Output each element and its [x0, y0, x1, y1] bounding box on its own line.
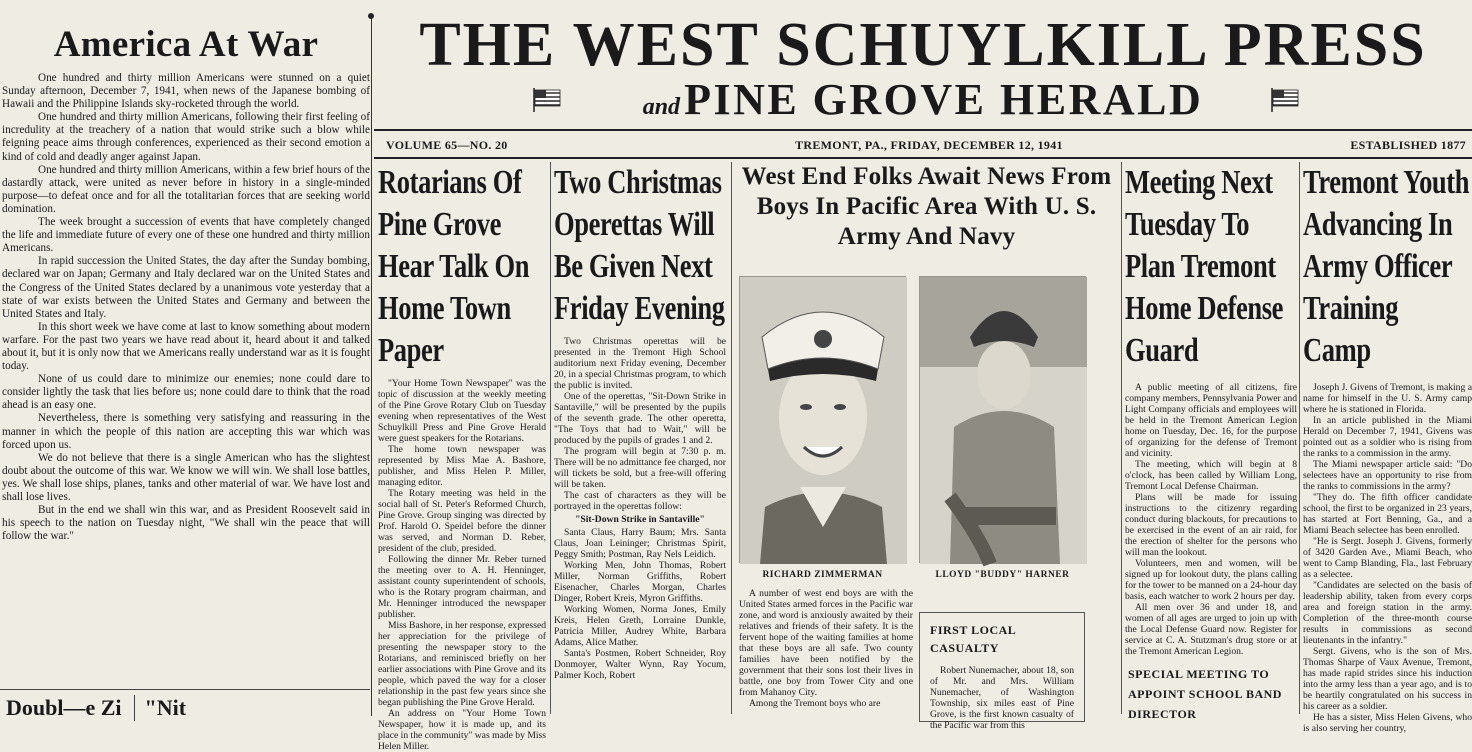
- paragraph: Nevertheless, there is something very satisfying and reassuring in the manner in which the people of this nation are accepting this war which was forced upon us.: [2, 412, 370, 451]
- paragraph: Two Christmas operettas will be presented in the Tremont High School auditorium next Friday evening, December 20, in a special Christmas program, to which the public is invited.: [554, 336, 726, 391]
- paragraph: Working Men, John Thomas, Robert Miller, Norman Griffiths, Robert Eisenacher, Charles Morgan, Charles Dinger, Robert Kreis, Myron Griffiths.: [554, 560, 726, 604]
- paragraph: One of the operettas, "Sit-Down Strike in Santaville," will be presented by the pupils of the seventh grade. The other operetta, "The Toys that had to Wait," will be produced by the pupils of grades 1 and 2.: [554, 391, 726, 446]
- masthead-herald: PINE GROVE HERALD: [684, 75, 1204, 124]
- next-head-2: "Nit: [134, 695, 187, 721]
- paragraph: Volunteers, men and women, will be signed up for lookout duty, the plans calling for the tower to be manned on a 24-hour day basis, each watcher to work 2 hours per day.: [1125, 558, 1297, 602]
- paragraph: Among the Tremont boys who are: [749, 698, 881, 709]
- next-head-1: Doubl—e Zi: [6, 695, 122, 720]
- american-flag-icon: [532, 88, 562, 112]
- paragraph: A number of west end boys are with the United States armed forces in the Pacific war zone, and word is anxiously awaited by their relatives and friends of their safety. It is the fervent hope of the waiting families at home that these boys are all safe. Two county families have been notified by the government that their sons lost their lives in battle, one boy from Tower City and one from Mahanoy City.: [739, 588, 913, 698]
- paragraph: One hundred and thirty million Americans were stunned on a quiet Sunday afternoon, December 7, 1941, when news of the Japanese bombing of Hawaii and the Philippine Islands sky-rocketed through the world.: [2, 72, 370, 111]
- casualty-text: Robert Nunemacher, about 18, son of Mr. and Mrs. William Nunemacher, of Washington Township, six miles east of Pine Grove, is the first known casualty of the Pacific war from this: [930, 665, 1074, 731]
- paragraph: "They do. The fifth officer candidate school, the first to be organized in 23 years, has started at Fort Benning, Ga., and a Miami Beach selectee has been enrolled.: [1303, 492, 1472, 536]
- paragraph: "He is Sergt. Joseph J. Givens, formerly of 3420 Garden Ave., Miami Beach, who went to Camp Blanding, Fla., last February as a selectee.: [1303, 536, 1472, 580]
- paragraph: None of us could dare to minimize our enemies; none could dare to consider lightly the task that lies before us; none could dare to think that the road ahead is an easy one.: [2, 373, 370, 412]
- paragraph: The home town newspaper was represented by Miss Mae A. Bashore, publisher, and Miss Helen P. Miller, managing editor.: [378, 444, 546, 488]
- dateline-bottom-rule: [374, 157, 1472, 159]
- paragraph: But in the end we shall win this war, and as President Roosevelt said in his speech to the nation on Tuesday night, "We shall win the peace that will follow the war.": [2, 504, 370, 543]
- paragraph: Following the dinner Mr. Reber turned the meeting over to A. H. Henninger, assistant county superintendent of schools, who is the Rotary program chairman, and Mr. Henninger introduced the newspaper publisher.: [378, 554, 546, 620]
- photo-richard-zimmerman: [739, 276, 906, 563]
- date-place: TREMONT, PA., FRIDAY, DECEMBER 12, 1941: [795, 138, 1063, 152]
- paragraph: The cast of characters as they will be portrayed in the operettas follow:: [554, 490, 726, 512]
- masthead: [374, 0, 1472, 128]
- paragraph: Sergt. Givens, who is the son of Mrs. Thomas Sharpe of Vaux Avenue, Tremont, has made rapid strides since his induction into the army less than a year ago, and is to be heartily congratulated on his success in his career as a soldier.: [1303, 646, 1472, 712]
- school-band-sidehead: SPECIAL MEETING TO APPOINT SCHOOL BAND DIRECTOR: [1128, 667, 1282, 721]
- editorial-title: America At War: [53, 24, 319, 65]
- paragraph: The Rotary meeting was held in the social hall of St. Peter's Reformed Church, Pine Grove. Group singing was directed by Prof. Harold O. Speidel before the dinner was served, and Norman D. Reber, president of the club, presided.: [378, 488, 546, 554]
- west-end-body: [739, 588, 913, 714]
- paragraph: Miss Bashore, in her response, expressed her appreciation for the privilege of presenting the newspaper story to the Rotarians, and reminisced briefly on her earlier associations with Pine Grove and its people, which paved the way for a closer relationship in the past few years since she began publishing the Pine Grove Herald.: [378, 620, 546, 708]
- rotarians-story: [378, 162, 546, 752]
- masthead-and: and: [642, 94, 681, 120]
- paragraph: Santa's Postmen, Robert Schneider, Roy Donmoyer, Walter Wynn, Ray Yocum, Palmer Koch, Robert: [554, 648, 726, 681]
- editorial-body: [2, 72, 370, 543]
- paragraph: Joseph J. Givens of Tremont, is making a name for himself in the U. S. Army camp where he is stationed in Florida.: [1303, 382, 1472, 415]
- rotarians-headline: Rotarians Of Pine Grove Hear Talk On Home Town Paper: [378, 164, 530, 369]
- next-story-heads: [0, 695, 370, 721]
- first-local-casualty-box: [919, 612, 1085, 731]
- editorial-divider: [371, 16, 372, 716]
- portrait-photo: [740, 277, 907, 564]
- defense-guard-story: [1125, 162, 1297, 714]
- paragraph: In this short week we have come at last to know something about modern warfare. For the past two years we have read about it, heard about it and talked about it, but it is only now that we Americans really understand war as it is fought today.: [2, 320, 370, 373]
- paragraph: He has a sister, Miss Helen Givens, who is also serving her country,: [1303, 712, 1472, 734]
- givens-body: [1303, 382, 1472, 734]
- volume-number: VOLUME 65—NO. 20: [386, 138, 508, 152]
- paragraph: One hundred and thirty million Americans, following their first feeling of incredulity at the treachery of a nation that would strike such a blow while feigning peace aims through conferences, experienced as their second emotion a kind of cold and deadly anger against Japan.: [2, 111, 370, 163]
- paragraph: In rapid succession the United States, the day after the Sunday bombing, declared war on Japan; Germany and Italy declared war on the United States and the Congress of the United States declared by a unanimous vote yesterday that a state of war exists between the United States and Germany and between the United States and Italy.: [2, 255, 370, 320]
- established-year: ESTABLISHED 1877: [1350, 138, 1466, 152]
- operettas-headline: Two Christmas Operettas Will Be Given Next Friday Evening: [554, 164, 725, 327]
- paragraph: One hundred and thirty million Americans, within a few brief hours of the dastardly attack, were united as never before in history in a single-minded purpose—to defeat once and for all the totalitarian forces that are seeking world domination.: [2, 163, 370, 215]
- column-divider: [1299, 162, 1300, 714]
- paragraph: The program will begin at 7:30 p. m. There will be no admittance fee charged, nor will tickets be sold, but a free-will offering will be taken.: [554, 446, 726, 490]
- paragraph: All men over 36 and under 18, and women of all ages are urged to join up with the Local Defense Guard now. Register for service at C. A. Stutzman's drug store or at the Tremont American Legion.: [1125, 602, 1297, 657]
- paragraph: Working Women, Norma Jones, Emily Kreis, Helen Greth, Lorraine Dunkle, Patricia Miller, Audrey White, Barbara Adams, Alice Mather.: [554, 604, 726, 648]
- portrait-photo: [920, 277, 1087, 564]
- casualty-headline: FIRST LOCAL CASUALTY: [930, 623, 1016, 655]
- paragraph: A public meeting of all citizens, fire company members, Pennsylvania Power and Light Company officials and employees will be held in the Tremont American Legion home on Tuesday, Dec. 16, for the purpose of organizing for the defense of Tremont and vicinity.: [1125, 382, 1297, 459]
- photo-lloyd-harner: [919, 276, 1086, 563]
- rotarians-body: [378, 378, 546, 752]
- column-divider: [1121, 162, 1122, 714]
- dateline-top-rule: [374, 129, 1472, 131]
- paragraph: We do not believe that there is a single American who has the slightest doubt about the outcome of this war. We know we will win. We shall lose battles, yes. We shall lose ships, planes, tanks and other material of war. We have lost and shall lose lives.: [2, 451, 370, 503]
- paragraph: The week brought a succession of events that have completely changed the life and immediate future of every one of these one hundred and thirty million Americans.: [2, 216, 370, 255]
- west-end-headline: West End Folks Await News From Boys In Pacific Area With U. S. Army And Navy: [741, 163, 1112, 250]
- paragraph: The meeting, which will begin at 8 o'clock, has been called by William Long, Tremont Local Defense Chairman.: [1125, 459, 1297, 492]
- dateline: [386, 138, 1466, 153]
- defense-guard-headline: Meeting Next Tuesday To Plan Tremont Home Defense Guard: [1125, 164, 1284, 369]
- paragraph: In an article published in the Miami Herald on December 7, 1941, Givens was pointed out as a soldier who is rising from the ranks to a commission in the army.: [1303, 415, 1472, 459]
- cast-heading: "Sit-Down Strike in Santaville": [575, 514, 705, 525]
- masthead-title: THE WEST SCHUYLKILL PRESS: [419, 11, 1427, 79]
- column-divider: [550, 162, 551, 714]
- american-flag-icon: [1270, 88, 1300, 112]
- paragraph: "Your Home Town Newspaper" was the topic of discussion at the weekly meeting of the Pine Grove Rotary Club on Tuesday evening when representatives of the West Schuylkill Press and Pine Grove Herald were guest speakers for the Rotarians.: [378, 378, 546, 444]
- paragraph: Santa Claus, Harry Baum; Mrs. Santa Claus, Joan Leininger; Christmas Spirit, Peggy Smith; Postman, Ray Nels Leidich.: [554, 527, 726, 560]
- column-divider: [731, 162, 732, 714]
- operettas-story: [554, 162, 726, 714]
- givens-headline: Tremont Youth Advancing In Army Officer Training Camp: [1303, 164, 1470, 369]
- paragraph: The Miami newspaper article said: "Do selectees have an opportunity to rise from the ranks to commissions in the army?: [1303, 459, 1472, 492]
- givens-story: [1303, 162, 1472, 734]
- operettas-body: [554, 336, 726, 681]
- paragraph: An address on "Your Home Town Newspaper, how it is made up, and its place in the community" was made by Miss Helen Miller.: [378, 708, 546, 752]
- editorial-column: [0, 22, 370, 720]
- paragraph: "Candidates are selected on the basis of leadership ability, taken from every corps area and foreign station in the army. Completion of the three-month course results in commissions as second lieutenants in the infantry.": [1303, 580, 1472, 646]
- caption-harner: LLOYD "BUDDY" HARNER: [935, 570, 1070, 580]
- paragraph: Plans will be made for issuing instructions to the citizenry regarding conduct during blackouts, for precautions to be exercised in the event of an air raid, for the erection of shelter for the persons who will man the lookout.: [1125, 492, 1297, 558]
- editorial-bottom-rule: [0, 689, 370, 690]
- caption-zimmerman: RICHARD ZIMMERMAN: [762, 570, 883, 580]
